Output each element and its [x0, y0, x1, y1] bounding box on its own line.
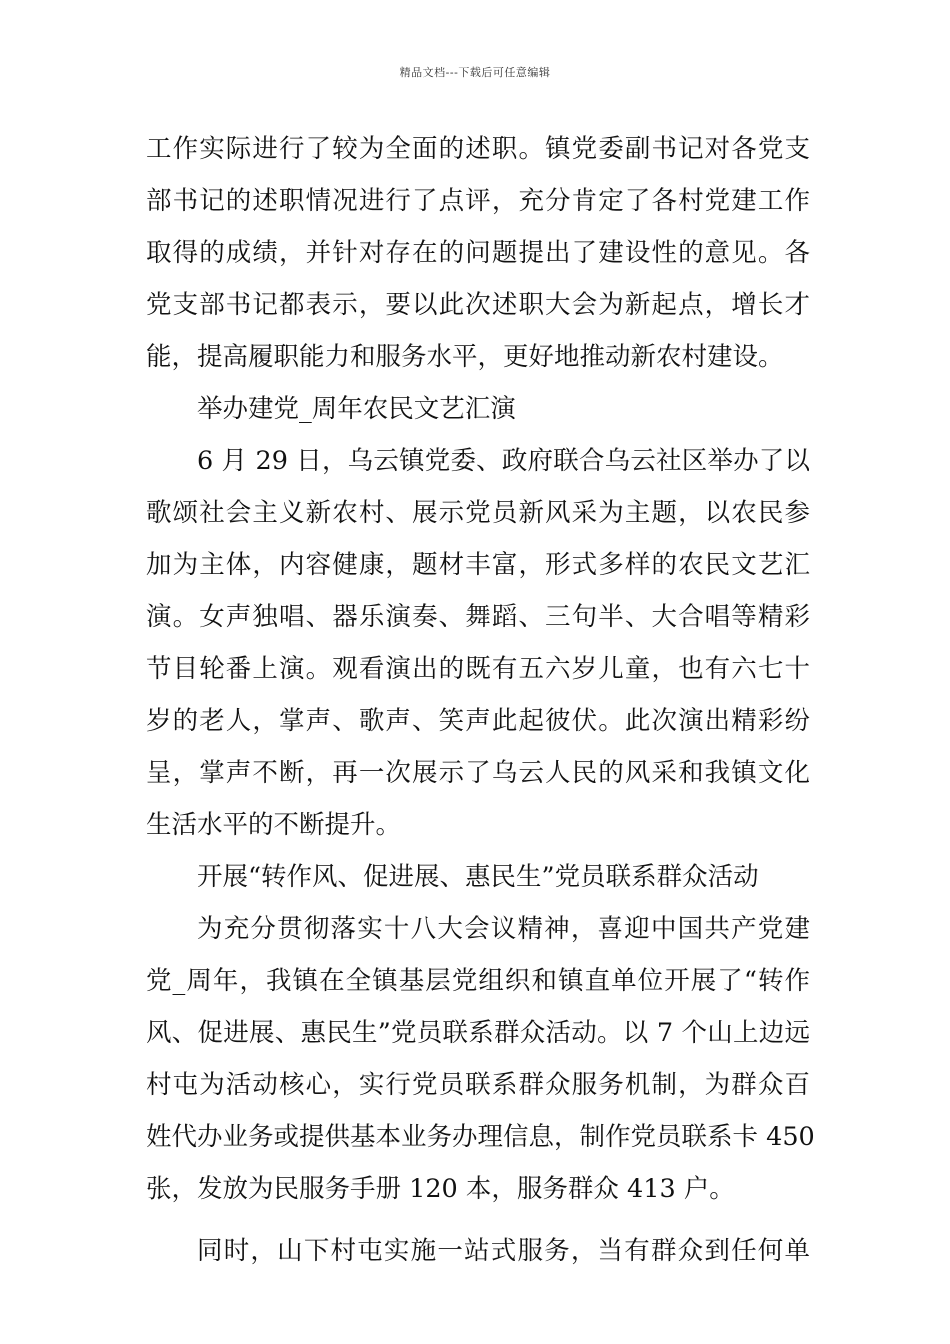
- paragraph-gap: [146, 1215, 810, 1225]
- text-line: 演。女声独唱、器乐演奏、舞蹈、三句半、大合唱等精彩: [146, 602, 810, 632]
- section-heading: 开展“转作风、促进展、惠民生”党员联系群众活动: [197, 862, 759, 892]
- text-line: 节目轮番上演。观看演出的既有五六岁儿童，也有六七十: [146, 654, 810, 684]
- text-line: 加为主体，内容健康，题材丰富，形式多样的农民文艺汇: [146, 550, 810, 580]
- text-line: 党支部书记都表示，要以此次述职大会为新起点，增长才: [146, 290, 810, 320]
- text-line: 生活水平的不断提升。: [146, 810, 402, 840]
- text-line: 取得的成绩，并针对存在的问题提出了建设性的意见。各: [146, 238, 810, 268]
- text-line: 同时，山下村屯实施一站式服务，当有群众到任何单: [197, 1236, 810, 1266]
- text-line: 岁的老人，掌声、歌声、笑声此起彼伏。此次演出精彩纷: [146, 706, 810, 736]
- text-line: 风、促进展、惠民生”党员联系群众活动。以 7 个山上边远: [146, 1018, 810, 1048]
- text-line: 歌颂社会主义新农村、展示党员新风采为主题，以农民参: [146, 498, 810, 528]
- text-line: 张，发放为民服务手册 120 本，服务群众 413 户。: [146, 1174, 735, 1204]
- text-line: 党_周年，我镇在全镇基层党组织和镇直单位开展了“转作: [146, 966, 810, 996]
- text-line: 工作实际进行了较为全面的述职。镇党委副书记对各党支: [146, 134, 810, 164]
- text-line: 为充分贯彻落实十八大会议精神，喜迎中国共产党建: [197, 914, 810, 944]
- section-heading: 举办建党_周年农民文艺汇演: [197, 394, 516, 424]
- text-line: 能，提高履职能力和服务水平，更好地推动新农村建设。: [146, 342, 784, 372]
- text-line: 呈，掌声不断，再一次展示了乌云人民的风采和我镇文化: [146, 758, 810, 788]
- text-line: 部书记的述职情况进行了点评，充分肯定了各村党建工作: [146, 186, 810, 216]
- page-header: 精品文档---下载后可任意编辑: [399, 66, 551, 79]
- text-line: 村屯为活动核心，实行党员联系群众服务机制，为群众百: [146, 1070, 810, 1100]
- text-line: 姓代办业务或提供基本业务办理信息，制作党员联系卡 450: [146, 1122, 815, 1152]
- document-body: [146, 123, 815, 1277]
- text-line: 6 月 29 日，乌云镇党委、政府联合乌云社区举办了以: [197, 446, 810, 476]
